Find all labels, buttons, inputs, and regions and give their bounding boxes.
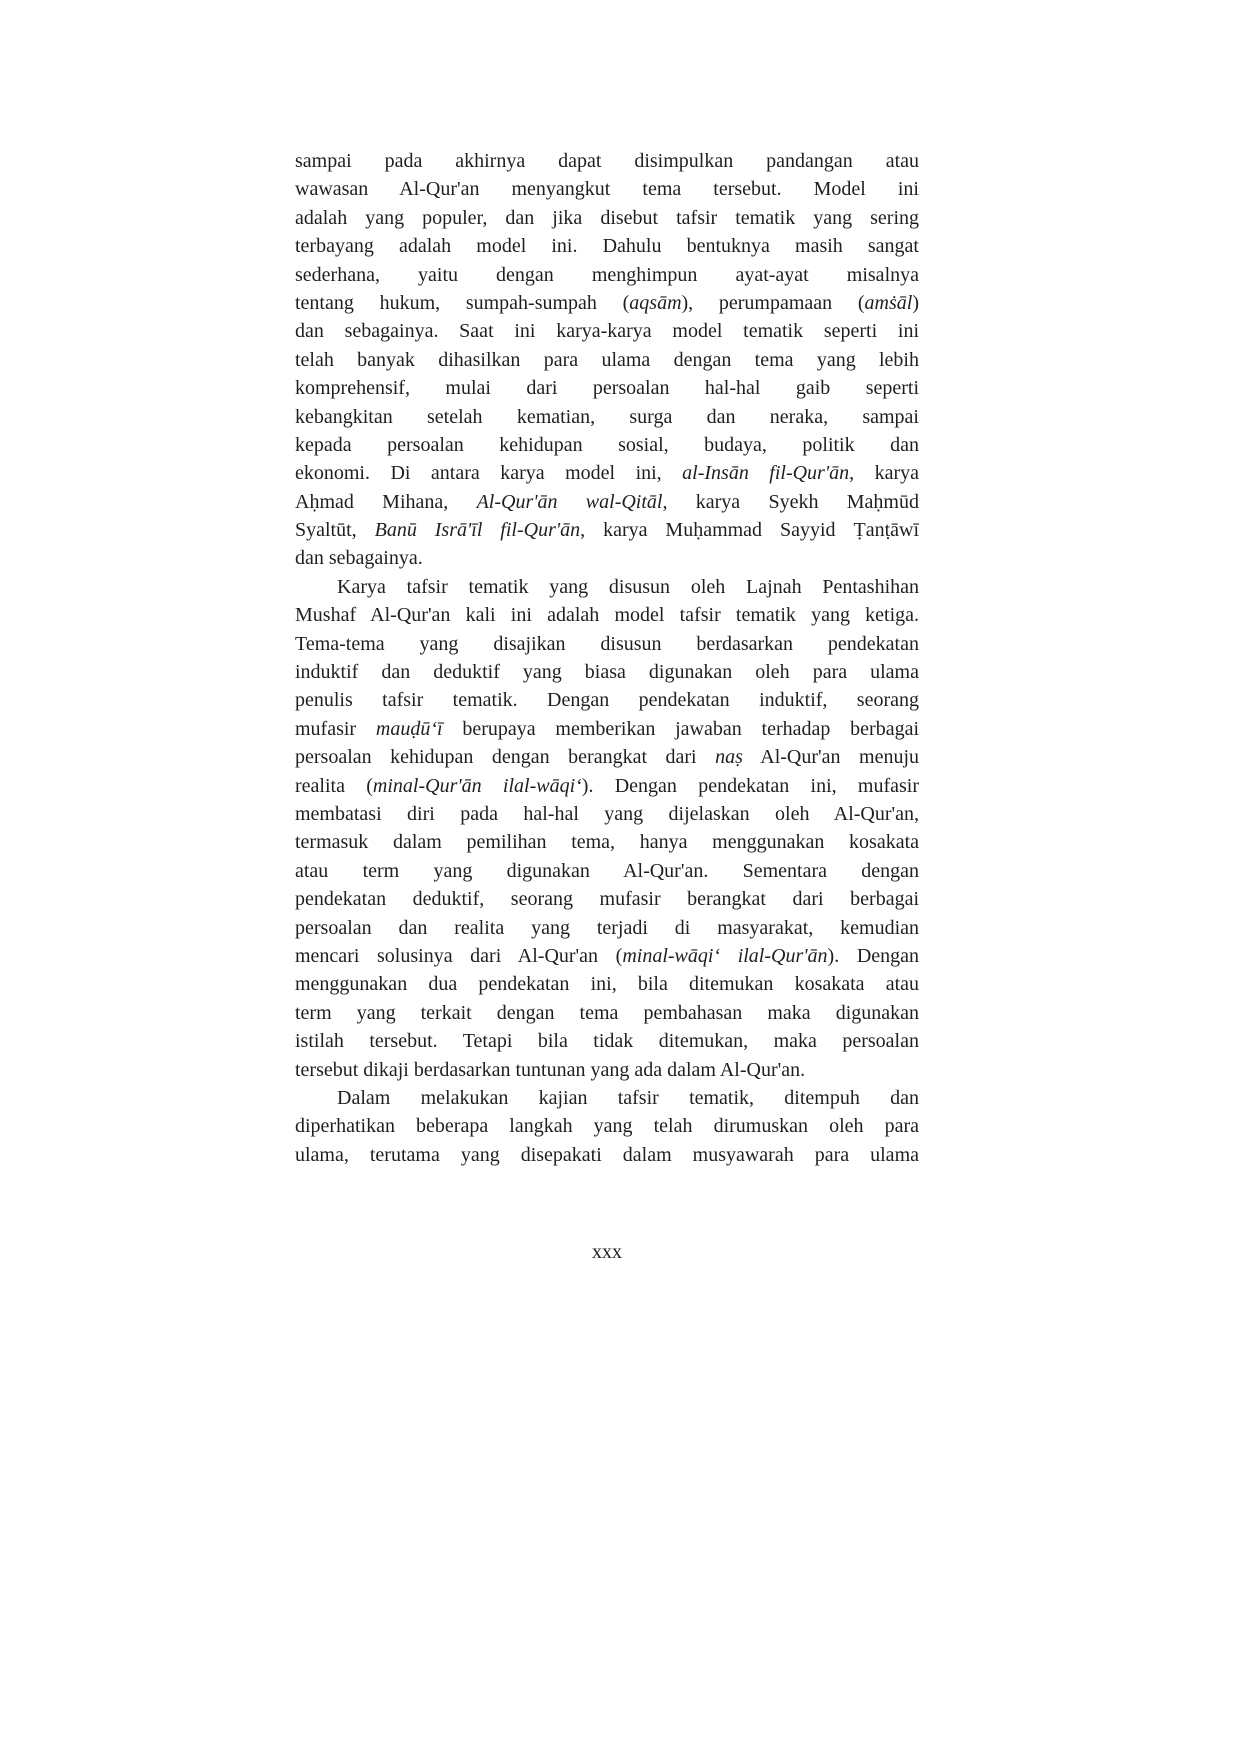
text-line	[295, 488, 919, 516]
text-line	[295, 857, 919, 885]
paragraph	[295, 573, 919, 1084]
text-segment: realita (	[295, 774, 373, 797]
text-segment: tersebut dikaji berdasarkan tuntunan yang ada dalam Al-Qur'an.	[295, 1058, 806, 1081]
text-segment: Syaltūt,	[295, 519, 375, 542]
text-line	[295, 261, 919, 289]
text-line	[295, 800, 919, 828]
text-segment: Aḥmad Mihana,	[295, 490, 477, 513]
page-number: xxx	[592, 1241, 622, 1263]
text-line	[295, 232, 919, 260]
text-line	[295, 970, 919, 998]
text-segment: adalah yang populer, dan jika disebut tafsir tematik yang sering	[295, 206, 919, 229]
paragraph	[295, 147, 919, 573]
text-line	[295, 516, 919, 544]
text-segment: Karya tafsir tematik yang disusun oleh Lajnah Pentashihan	[337, 575, 919, 598]
text-segment: persoalan dan realita yang terjadi di masyarakat, kemudian	[295, 916, 919, 939]
text-line	[295, 147, 919, 175]
text-segment: persoalan kehidupan dengan berangkat dari	[295, 746, 716, 769]
text-segment: membatasi diri pada hal-hal yang dijelaskan oleh Al-Qur'an,	[295, 802, 919, 825]
text-segment: ), perumpamaan (	[681, 291, 865, 314]
italic-text-segment: minal-wāqi‘ ilal-Qur'ān	[622, 944, 828, 967]
text-line	[295, 403, 919, 431]
text-segment: mufasir	[295, 717, 376, 740]
text-segment: dan sebagainya.	[295, 547, 423, 570]
text-line	[295, 431, 919, 459]
text-line	[295, 374, 919, 402]
text-segment: berupaya memberikan jawaban terhadap berbagai	[442, 717, 919, 740]
text-segment: menggunakan dua pendekatan ini, bila ditemukan kosakata atau	[295, 973, 919, 996]
text-line	[295, 772, 919, 800]
text-segment: dan sebagainya. Saat ini karya-karya model tematik seperti ini	[295, 320, 919, 343]
text-line	[295, 686, 919, 714]
body-text	[295, 147, 919, 1169]
text-line	[295, 1056, 919, 1084]
text-line	[295, 942, 919, 970]
text-line	[295, 1141, 919, 1169]
text-line	[295, 828, 919, 856]
text-line	[295, 204, 919, 232]
text-segment: kebangkitan setelah kematian, surga dan neraka, sampai	[295, 405, 919, 428]
text-segment: Mushaf Al-Qur'an kali ini adalah model tafsir tematik yang ketiga.	[295, 604, 919, 627]
text-segment: mencari solusinya dari Al-Qur'an (	[295, 944, 623, 967]
text-line	[295, 289, 919, 317]
text-line	[295, 459, 919, 487]
text-segment: , karya	[849, 462, 919, 485]
text-segment: kepada persoalan kehidupan sosial, budaya, politik dan	[295, 433, 919, 456]
text-line	[295, 914, 919, 942]
text-segment: diperhatikan beberapa langkah yang telah dirumuskan oleh para	[295, 1115, 919, 1138]
paragraph	[295, 1084, 919, 1169]
text-segment: wawasan Al-Qur'an menyangkut tema tersebut. Model ini	[295, 178, 919, 201]
italic-text-segment: naṣ	[715, 746, 743, 769]
text-line	[295, 346, 919, 374]
text-segment: ). Dengan	[827, 944, 919, 967]
text-segment: induktif dan deduktif yang biasa digunakan oleh para ulama	[295, 661, 919, 684]
text-line	[295, 573, 919, 601]
text-line	[295, 1112, 919, 1140]
text-line	[295, 317, 919, 345]
text-segment: atau term yang digunakan Al-Qur'an. Sementara dengan	[295, 859, 919, 882]
italic-text-segment: Al-Qur'ān wal-Qitāl	[476, 490, 663, 513]
italic-text-segment: minal-Qur'ān ilal-wāqi‘	[372, 774, 582, 797]
text-line	[295, 885, 919, 913]
text-line	[295, 630, 919, 658]
text-segment: Dalam melakukan kajian tafsir tematik, ditempuh dan	[337, 1086, 919, 1109]
text-segment: telah banyak dihasilkan para ulama dengan tema yang lebih	[295, 348, 919, 371]
text-segment: istilah tersebut. Tetapi bila tidak ditemukan, maka persoalan	[295, 1030, 919, 1053]
text-line	[295, 715, 919, 743]
italic-text-segment: Banū Isrā'īl fil-Qur'ān	[374, 519, 581, 542]
text-segment: penulis tafsir tematik. Dengan pendekatan induktif, seorang	[295, 689, 919, 712]
text-line	[295, 658, 919, 686]
italic-text-segment: amṡāl	[864, 291, 913, 314]
text-segment: , karya Syekh Maḥmūd	[662, 490, 919, 513]
text-segment: sederhana, yaitu dengan menghimpun ayat-ayat misalnya	[295, 263, 919, 286]
italic-text-segment: aqsām	[629, 291, 682, 314]
text-segment: ulama, terutama yang disepakati dalam musyawarah para ulama	[295, 1143, 919, 1166]
text-line	[295, 743, 919, 771]
text-segment: termasuk dalam pemilihan tema, hanya menggunakan kosakata	[295, 831, 919, 854]
text-segment: , karya Muḥammad Sayyid Ṭanṭāwī	[580, 519, 919, 542]
text-line	[295, 999, 919, 1027]
text-segment: term yang terkait dengan tema pembahasan maka digunakan	[295, 1001, 919, 1024]
text-segment: terbayang adalah model ini. Dahulu bentuknya masih sangat	[295, 235, 919, 258]
text-line	[295, 1027, 919, 1055]
text-segment: Al-Qur'an menuju	[742, 746, 919, 769]
text-line	[295, 175, 919, 203]
text-segment: ekonomi. Di antara karya model ini,	[295, 462, 683, 485]
text-line	[295, 1084, 919, 1112]
text-segment: sampai pada akhirnya dapat disimpulkan pandangan atau	[295, 150, 919, 172]
text-segment: Tema-tema yang disajikan disusun berdasarkan pendekatan	[295, 632, 919, 655]
text-segment: ). Dengan pendekatan ini, mufasir	[581, 774, 919, 797]
text-segment: pendekatan deduktif, seorang mufasir berangkat dari berbagai	[295, 888, 919, 911]
italic-text-segment: al-Insān fil-Qur'ān	[682, 462, 850, 485]
text-segment: tentang hukum, sumpah-sumpah (	[295, 291, 630, 314]
text-line	[295, 544, 919, 572]
text-segment: komprehensif, mulai dari persoalan hal-hal gaib seperti	[295, 377, 919, 400]
text-line	[295, 601, 919, 629]
text-segment: )	[912, 291, 919, 314]
italic-text-segment: mauḍū‘ī	[375, 717, 443, 740]
